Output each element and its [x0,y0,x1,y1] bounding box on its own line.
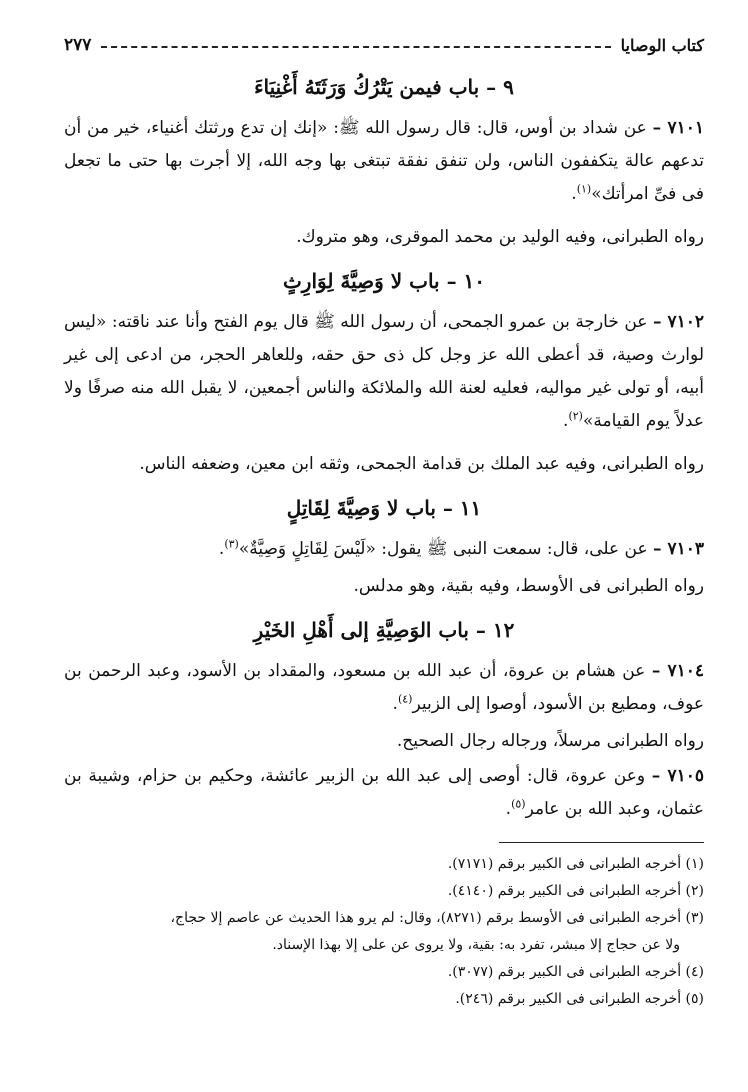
hadith-number: ٧١٠٤ – [651,661,705,681]
narration-note: رواه الطبرانى، وفيه الوليد بن محمد الموقرى، وهو متروك. [296,227,704,247]
footnote-mark[interactable]: (١) [576,182,592,196]
hadith-paragraph [64,760,704,826]
footnote-item: (٥) أخرجه الطبرانى فى الكبير برقم (٢٤٦). [455,991,704,1007]
hadith-text: عن على، قال: سمعت النبى ﷺ يقول: «لَيْسَ لِقَاتِلٍ وَصِيَّةٌ» [238,539,648,559]
hadith-paragraph [64,655,704,721]
chapter-title: ٩ – باب فيمن يَتْرُكُ وَرَثَتَهُ أَغْنِيَاءَ [254,75,514,99]
header-dashed-rule [101,46,610,48]
chapter-title: ١٠ – باب لا وَصِيَّةَ لِوَارِثٍ [282,269,486,293]
running-head [64,30,704,60]
hadith-text: عن هشام بن عروة، أن عبد الله بن مسعود، والمقداد بن الأسود، وعبد الرحمن بن عوف، ومطيع بن الأسود، أوصوا إلى الزبير [64,661,704,714]
book-title: كتاب الوصايا [620,35,704,55]
narration-note: رواه الطبرانى، وفيه عبد الملك بن قدامة الجمحى، وثقه ابن معين، وضعفه الناس. [139,454,704,474]
hadith-tail: . [571,184,577,204]
book-page [64,30,704,1013]
hadith-tail: . [563,411,569,431]
footnote-item: (٣) أخرجه الطبرانى فى الأوسط برقم (٨٢٧١)، وقال: لم يرو هذا الحديث عن عاصم إلا حجاج، [170,910,704,926]
hadith-tail: . [505,799,512,819]
footnote-continuation: ولا عن حجاج إلا مبشر، تفرد به: بقية، ولا يروى عن على إلا بهذا الإسناد. [272,937,680,953]
footnote-mark[interactable]: (٢) [568,409,583,423]
footnotes [64,851,704,1013]
footnote-item: (٢) أخرجه الطبرانى فى الكبير برقم (٤١٤٠). [447,883,704,899]
hadith-number: ٧١٠٥ – [651,766,705,786]
hadith-tail: . [218,539,225,559]
hadith-number: ٧١٠٢ – [652,312,705,332]
footnote-separator [499,842,704,843]
chapter-title: ١١ – باب لا وَصِيَّةَ لِقَاتِلٍ [286,496,482,520]
hadith-text: عن خارجة بن عمرو الجمحى، أن رسول الله ﷺ قال يوم الفتح وأنا عند ناقته: «ليس لوارث وصية، قد أعطى الله عز وجل كل ذى حق حقه، وللعاهر الحجر، من ادعى إلى غير أبيه، أو تولى غير مواليه، فعليه لعنة الله والملائكة والناس أجمعين، لا يقبل الله منه صرفًا ولا عدلاً يوم القيامة» [64,312,704,431]
hadith-tail: . [392,694,398,714]
hadith-text: عن شداد بن أوس، قال: قال رسول الله ﷺ: «إنك إن تدع ورثتك أغنياء، خير من أن تدعهم عالة يتكففون الناس، ولن تنفق نفقة تبتغى بها وجه الله، إلا أجرت بها حتى ما تجعل فى فىِّ امرأتك» [64,118,704,204]
hadith-paragraph [64,533,704,566]
footnote-mark[interactable]: (٣) [224,537,239,551]
chapter-title: ١٢ – باب الوَصِيَّةِ إلى أَهْلِ الخَيْرِ [253,618,515,642]
hadith-paragraph [64,306,704,438]
footnote-mark[interactable]: (٤) [397,692,413,706]
hadith-text: وعن عروة، قال: أوصى إلى عبد الله بن الزبير عائشة، وحكيم بن حزام، وشيبة بن عثمان، وعبد الله بن عامر [64,766,704,819]
page-number: ٢٧٧ [64,35,92,55]
narration-note: رواه الطبرانى مرسلاً، ورجاله رجال الصحيح. [396,731,704,751]
footnote-mark[interactable]: (٥) [511,797,526,811]
footnote-item: (١) أخرجه الطبرانى فى الكبير برقم (٧١٧١). [447,856,704,872]
hadith-number: ٧١٠٣ – [653,539,704,559]
narration-note: رواه الطبرانى فى الأوسط، وفيه بقية، وهو مدلس. [353,576,704,596]
hadith-number: ٧١٠١ – [652,118,705,138]
footnote-item: (٤) أخرجه الطبرانى فى الكبير برقم (٣٠٧٧). [447,964,704,980]
hadith-paragraph [64,112,704,211]
